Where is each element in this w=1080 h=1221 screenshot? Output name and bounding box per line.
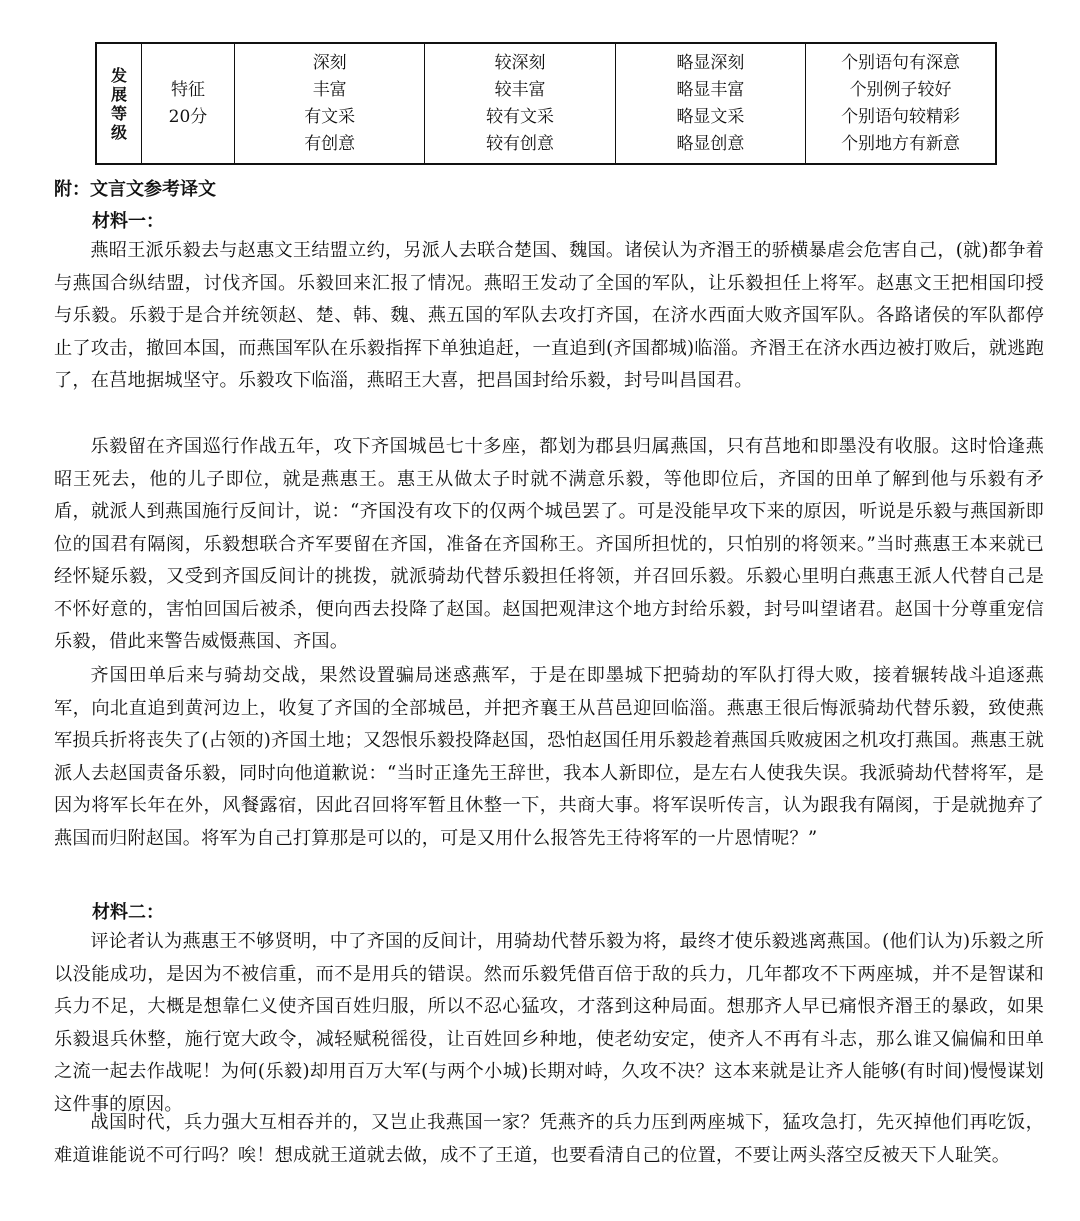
category-char: 级 [110, 122, 127, 142]
criterion: 较有文采 [486, 106, 555, 127]
criterion: 较深刻 [494, 52, 546, 73]
category-char: 等 [110, 103, 127, 123]
criterion: 有创意 [304, 133, 356, 154]
criterion: 个别地方有新意 [841, 133, 961, 154]
criterion: 较丰富 [494, 79, 546, 100]
feature-cell [142, 43, 235, 164]
category-char: 展 [110, 84, 127, 104]
feature-score: 20分 [168, 106, 208, 127]
criterion: 较有创意 [486, 133, 555, 154]
level-1-cell [235, 43, 425, 164]
material-1-paragraph-3: 齐国田单后来与骑劫交战，果然设置骗局迷惑燕军，于是在即墨城下把骑劫的军队打得大败，接着辗转战斗追逐燕军，向北直追到黄河边上，收复了齐国的全部城邑，并把齐襄王从莒邑迎回临淄。燕惠王很后悔派骑劫代替乐毅，致使燕军损兵折将丧失了(占领的)齐国土地；又怨恨乐毅投降赵国，恐怕赵国任用乐毅趁着燕国兵败疲困之机攻打燕国。燕惠王就派人去赵国责备乐毅，同时向他道歉说：“当时正逢先王辞世，我本人新即位，是左右人使我失误。我派骑劫代替将军，是因为将军长年在外，风餐露宿，因此召回将军暂且休整一下，共商大事。将军误听传言，认为跟我有隔阂，于是就抛弃了燕国而归附赵国。将军为自己打算那是可以的，可是又用什么报答先王待将军的一片恩情呢？” [54, 665, 1044, 849]
level-2-cell [425, 43, 615, 164]
criterion: 略显文采 [676, 106, 745, 127]
material-1-paragraph-2: 乐毅留在齐国巡行作战五年，攻下齐国城邑七十多座，都划为郡县归属燕国，只有莒地和即墨没有收服。这时恰逢燕昭王死去，他的儿子即位，就是燕惠王。惠王从做太子时就不满意乐毅，等他即位后，齐国的田单了解到他与乐毅有矛盾，就派人到燕国施行反间计，说：“齐国没有攻下的仅两个城邑罢了。可是没能早攻下来的原因，听说是乐毅与燕国新即位的国君有隔阂，乐毅想联合齐军要留在齐国，准备在齐国称王。齐国所担忧的，只怕别的将领来。”当时燕惠王本来就已经怀疑乐毅，又受到齐国反间计的挑拨，就派骑劫代替乐毅担任将领，并召回乐毅。乐毅心里明白燕惠王派人代替自己是不怀好意的，害怕回国后被杀，便向西去投降了赵国。赵国把观津这个地方封给乐毅，封号叫望诸君。赵国十分尊重宠信乐毅，借此来警告威慑燕国、齐国。 [54, 436, 1044, 652]
criterion: 个别语句有深意 [841, 52, 961, 73]
criterion: 略显深刻 [676, 52, 745, 73]
material-2-paragraph-1: 评论者认为燕惠王不够贤明，中了齐国的反间计，用骑劫代替乐毅为将，最终才使乐毅逃离燕国。(他们认为)乐毅之所以没能成功，是因为不被信重，而不是用兵的错误。然而乐毅凭借百倍于敌的兵力，几年都攻不下两座城，并不是智谋和兵力不足，大概是想靠仁义使齐国百姓归服，所以不忍心猛攻，才落到这种局面。想那齐人早已痛恨齐湣王的暴政，如果乐毅退兵休整，施行宽大政令，减轻赋税徭役，让百姓回乡种地，使老幼安定，使齐人不再有斗志，那么谁又偏偏和田单之流一起去作战呢！为何(乐毅)却用百万大军(与两个小城)长期对峙，久攻不决？这本来就是让齐人能够(有时间)慢慢谋划这件事的原因。 [54, 931, 1044, 1115]
criterion: 有文采 [304, 106, 356, 127]
appendix-title: 附：文言文参考译文 [54, 179, 216, 200]
criterion: 略显创意 [676, 133, 745, 154]
material-1-title: 材料一： [92, 211, 164, 232]
grading-table [95, 42, 997, 165]
material-2-paragraph-2: 战国时代，兵力强大互相吞并的，又岂止我燕国一家？凭燕齐的兵力压到两座城下，猛攻急打，先灭掉他们再吃饭，难道谁能说不可行吗？唉！想成就王道就去做，成不了王道，也要看清自己的位置，不要让两头落空反被天下人耻笑。 [54, 1112, 1044, 1166]
criterion: 丰富 [312, 79, 347, 100]
category-char: 发 [110, 65, 127, 85]
criterion: 略显丰富 [676, 79, 745, 100]
level-4-cell [806, 43, 996, 164]
criterion: 深刻 [312, 52, 347, 73]
level-3-cell [615, 43, 805, 164]
feature-name: 特征 [171, 79, 205, 100]
development-grade-label [96, 43, 142, 164]
material-1-paragraph-1: 燕昭王派乐毅去与赵惠文王结盟立约，另派人去联合楚国、魏国。诸侯认为齐湣王的骄横暴虐会危害自己，(就)都争着与燕国合纵结盟，讨伐齐国。乐毅回来汇报了情况。燕昭王发动了全国的军队，让乐毅担任上将军。赵惠文王把相国印授与乐毅。乐毅于是合并统领赵、楚、韩、魏、燕五国的军队去攻打齐国，在济水西面大败齐国军队。各路诸侯的军队都停止了攻击，撤回本国，而燕国军队在乐毅指挥下单独追赶，一直追到(齐国都城)临淄。齐湣王在济水西边被打败后，就逃跑了，在莒地据城坚守。乐毅攻下临淄，燕昭王大喜，把昌国封给乐毅，封号叫昌国君。 [54, 240, 1044, 391]
material-2-title: 材料二： [92, 902, 164, 923]
criterion: 个别例子较好 [849, 79, 952, 100]
criterion: 个别语句较精彩 [841, 106, 961, 127]
